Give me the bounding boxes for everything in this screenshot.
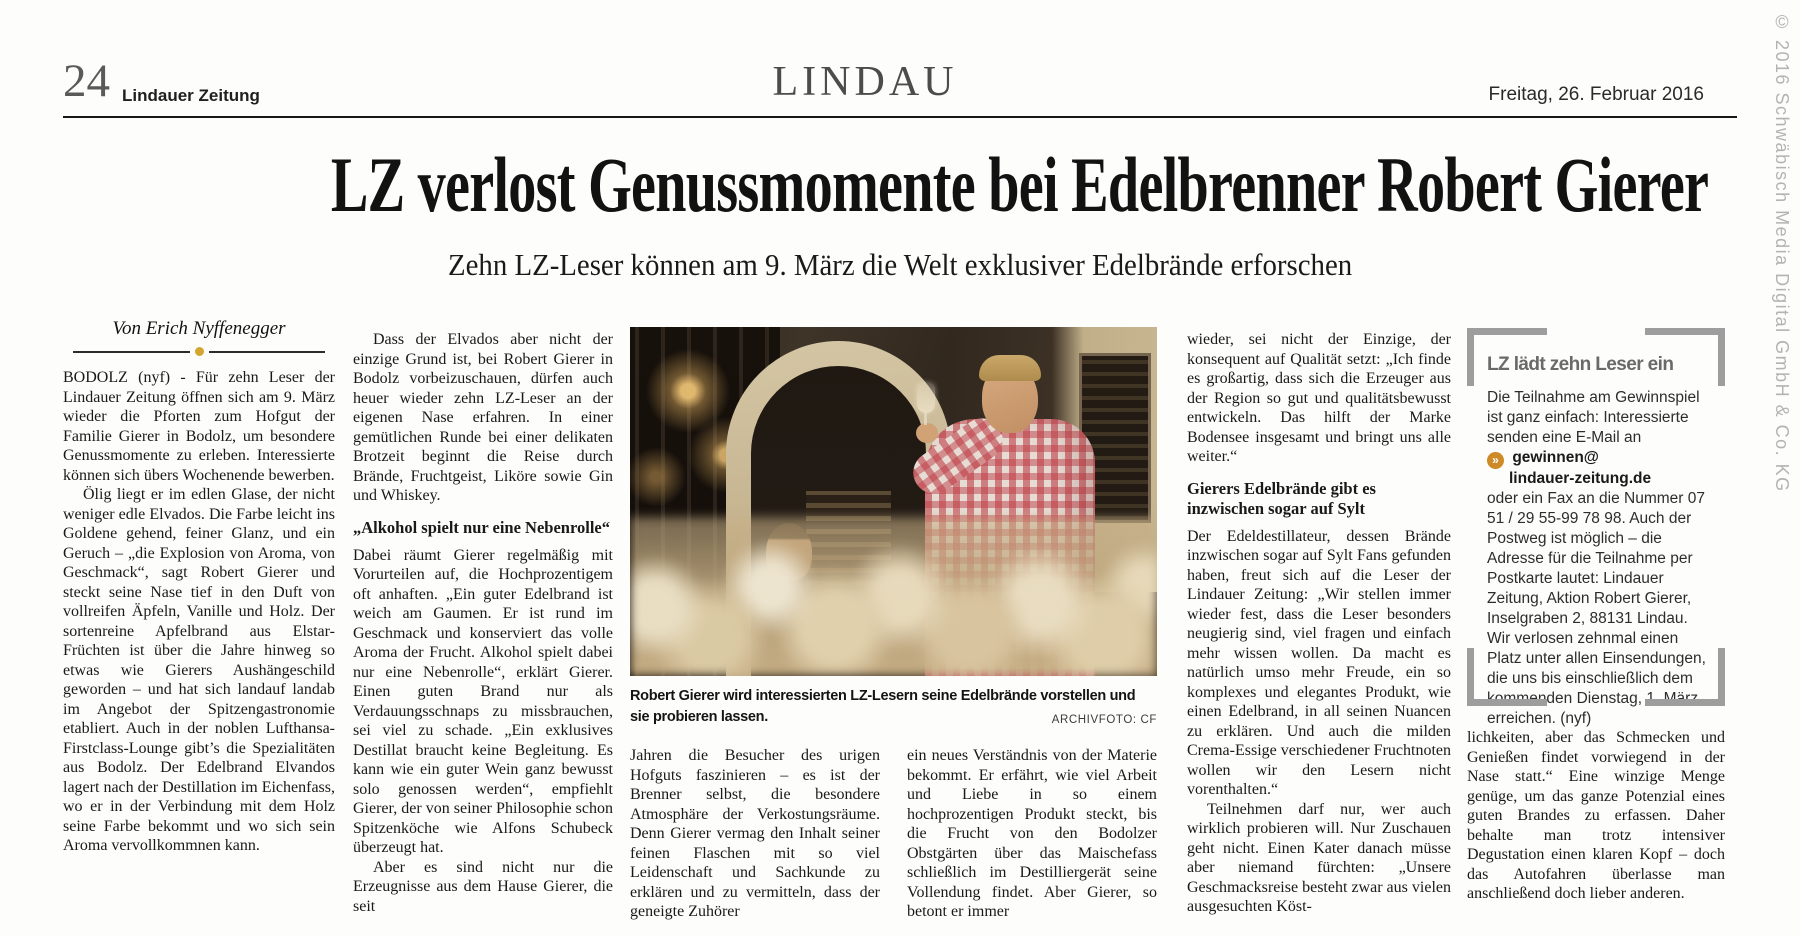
frame-corner-icon	[1467, 328, 1547, 386]
body-paragraph: Der Edeldestillateur, dessen Brände inzwischen sogar auf Sylt Fans gefunden haben, freut sich auf die Leser der Lindauer Zeitung: „Wir stellen immer wieder fest, dass die Leser besonders neugierig sind, viel fragen und einfach mehr wissen wollen. Da macht es natürlich umso mehr Freude, ein so komplexes und elegantes Produkt, wie einen Edelbrand, in all seinen Nuancen zu erklären. Und auch die milden Crema-Essige verschiedener Fruchtnoten wollen wir den Lesern nicht vorenthalten.“	[1187, 527, 1451, 798]
page-date: Freitag, 26. Februar 2016	[1488, 84, 1704, 105]
body-paragraph: Dass der Elvados aber nicht der einzige Grund ist, bei Robert Gierer in Bodolz vorbeizuschauen, dürfen auch heuer wieder zehn LZ-Leser an der eigenen Nase erfahren. In einer gemütlichen Runde bei einer delikaten Brotzeit beginnt die Reise durch Brände, Fruchtgeist, Liköre sowie Gin und Whiskey.	[353, 331, 613, 504]
byline: Von Erich Nyffenegger	[112, 318, 286, 339]
article-subheadline	[63, 248, 1737, 282]
body-paragraph: lichkeiten, aber das Schmecken und Genießen findet vorwiegend in der Nase statt.“ Eine winzige Menge genüge, um das ganze Potenzial eines guten Brandes zu erfassen. Daher behalte man trotz intensiver Degustation einen klaren Kopf – doch das Autofahren überlasse man anschließend doch lieber anderen.	[1467, 729, 1725, 902]
article-column-2	[353, 330, 613, 916]
photo-credit: ARCHIVFOTO: CF	[1051, 714, 1157, 726]
body-paragraph: Teilnehmen darf nur, wer auch wirklich probieren will. Nur Zuschauen geht nicht. Einen Kater danach müsse aber niemand fürchten: „Unsere Geschmacksreise besteht zwar aus vielen ausgesuchten Köst-	[1187, 800, 1451, 915]
infobox-email-line	[1487, 448, 1707, 469]
infobox-intro: Die Teilnahme am Gewinnspiel ist ganz einfach: Interessierte senden eine E-Mail an	[1487, 389, 1700, 446]
page-number: 24	[63, 55, 110, 107]
photo-tone-overlay	[630, 327, 1157, 676]
subheadline-text: Zehn LZ-Leser können am 9. März die Welt exklusiver Edelbrände erforschen	[447, 247, 1353, 282]
article-column-3	[630, 746, 880, 922]
frame-corner-icon	[1467, 648, 1547, 706]
frame-corner-icon	[1645, 328, 1725, 386]
body-paragraph: Ölig liegt er im edlen Glase, der nicht weniger edle Elvados. Die Farbe leicht ins Goldene gehend, feiner Glanz, und ein Geruch – „die Explosion von Aroma, von Geschmack“, sagt Robert Gierer und steckt seine Nase tief in den Duft von vollreifen Äpfeln, Vanille und Holz. Der sortenreine Apfelbrand aus Elstar-Früchten ist über die Jahre hinweg so etwas wie Gierers Aushängeschild geworden – und hat sich landauf landab im Angebot der Spitzengastronomie etabliert. Auch in der noblen Lufthansa-Firstclass-Lounge gibt’s die Spezialitäten aus Bodolz. Der Edelbrand Elvandos lagert nach der Destillation im Eichenfass, wo er in der Verbindung mit dem Holz seine Farbe bekommt und wo sich sein Aroma vervollkommnen kann.	[63, 486, 335, 854]
article-column-1	[63, 318, 335, 856]
double-chevron-right-icon: »	[1487, 452, 1504, 469]
crosshead: Gierers Edelbrände gibt es inzwischen sogar auf Sylt	[1187, 478, 1376, 518]
photo-caption: Robert Gierer wird interessierten LZ-Lesern seine Edelbrände vorstellen und sie probieren lassen.	[630, 688, 1136, 725]
frame-corner-icon	[1645, 648, 1725, 706]
section-title: LINDAU	[772, 59, 958, 105]
body-paragraph: Jahren die Besucher des urigen Hofguts faszinieren – es ist der Brenner selbst, die besondere Atmosphäre der Verkostungsräume. Denn Gierer vermag den Inhalt seiner feinen Flaschen mit so viel Leidenschaft und Sachkunde zu erklären und zu vermitteln, dass der geneigte Zuhörer	[630, 747, 880, 920]
infobox-title: LZ lädt zehn Leser ein	[1487, 354, 1674, 375]
body-paragraph: Dabei räumt Gierer regelmäßig mit Vorurteilen auf, die Hochprozentigem oft anhaften. „Ein guter Edelbrand ist weich am Gaumen. Er ist rund im Geschmack und konserviert das volle Aroma der Frucht. Alkohol spielt dabei nur eine Nebenrolle“, erklärt Gierer. Einen guten Brand nur als Verdauungsschnaps zu missbrauchen, sei viel zu schade. „Ein exklusives Destillat braucht keine Begleitung. Es kann wie ein guter Wein ganz bewusst solo genossen werden“, empfiehlt Gierer, der von seiner Philosophie schon Spitzenköche wie Alfons Schubeck überzeugt hat.	[353, 546, 613, 856]
contest-infobox	[1467, 328, 1725, 727]
byline-divider	[73, 347, 325, 356]
crosshead: „Alkohol spielt nur eine Nebenrolle“	[353, 517, 610, 537]
newspaper-name: Lindauer Zeitung	[122, 86, 260, 105]
under-photo-columns	[630, 746, 1157, 922]
header-rule	[63, 116, 1737, 118]
article-photo	[630, 327, 1157, 676]
article-column-5	[1187, 330, 1451, 917]
photo-block	[630, 327, 1157, 922]
article-column-6	[1467, 328, 1725, 904]
body-paragraph: BODOLZ (nyf) - Für zehn Leser der Lindauer Zeitung öffnen sich am 9. März wieder die Pforten zum Hofgut der Familie Gierer in Bodolz, um besondere Genussmomente zu erleben. Interessierte können sich übers Wochenende bewerben.	[63, 369, 335, 484]
body-paragraph: ein neues Verständnis von der Materie bekommt. Er erfährt, wie viel Arbeit und Liebe in so einem hochprozentigen Produkt steckt, bis die Frucht von den Bodolzer Obstgärten über das Maischefass schließlich im Destilliergerät seine Vollendung findet. Aber Gierer, so betont er immer	[907, 747, 1157, 920]
infobox-body: oder ein Fax an die Nummer 07 51 / 29 55-99 78 98. Auch der Postweg ist möglich – die Adresse für die Teilnahme per Postkarte lautet: Lindauer Zeitung, Aktion Robert Gierer, Inselgraben 2, 88131 Lindau. Wir verlosen zehnmal einen Platz unter allen Einsendungen, die uns bis einschließlich dem kommenden Dienstag, 1. März, erreichen. (nyf)	[1487, 490, 1706, 727]
body-paragraph: Aber es sind nicht nur die Erzeugnisse aus dem Hause Gierer, die seit	[353, 858, 613, 915]
email-part-2: lindauer-zeitung.de	[1509, 470, 1652, 487]
headline-text: LZ verlost Genussmomente bei Edelbrenner Robert Gierer	[330, 141, 1709, 228]
photo-caption-row	[630, 686, 1157, 728]
divider-line	[209, 351, 326, 353]
body-paragraph: wieder, sei nicht der Einzige, der konsequent auf Qualität setzt: „Ich finde es großartig, dass sich die Erzeuger aus der Region so gut und qualitätsbewusst entwickeln. Das hilft der Marke Bodensee insgesamt und bringt uns alle weiter.“	[1187, 331, 1451, 465]
gold-dot-icon	[195, 347, 204, 356]
article-headline	[63, 141, 1737, 228]
divider-line	[73, 351, 190, 353]
email-part-1: gewinnen@	[1512, 449, 1599, 466]
copyright-vertical-text: © 2016 Schwäbisch Media Digital GmbH & Co. KG	[1772, 12, 1792, 493]
article-column-4	[907, 746, 1157, 922]
